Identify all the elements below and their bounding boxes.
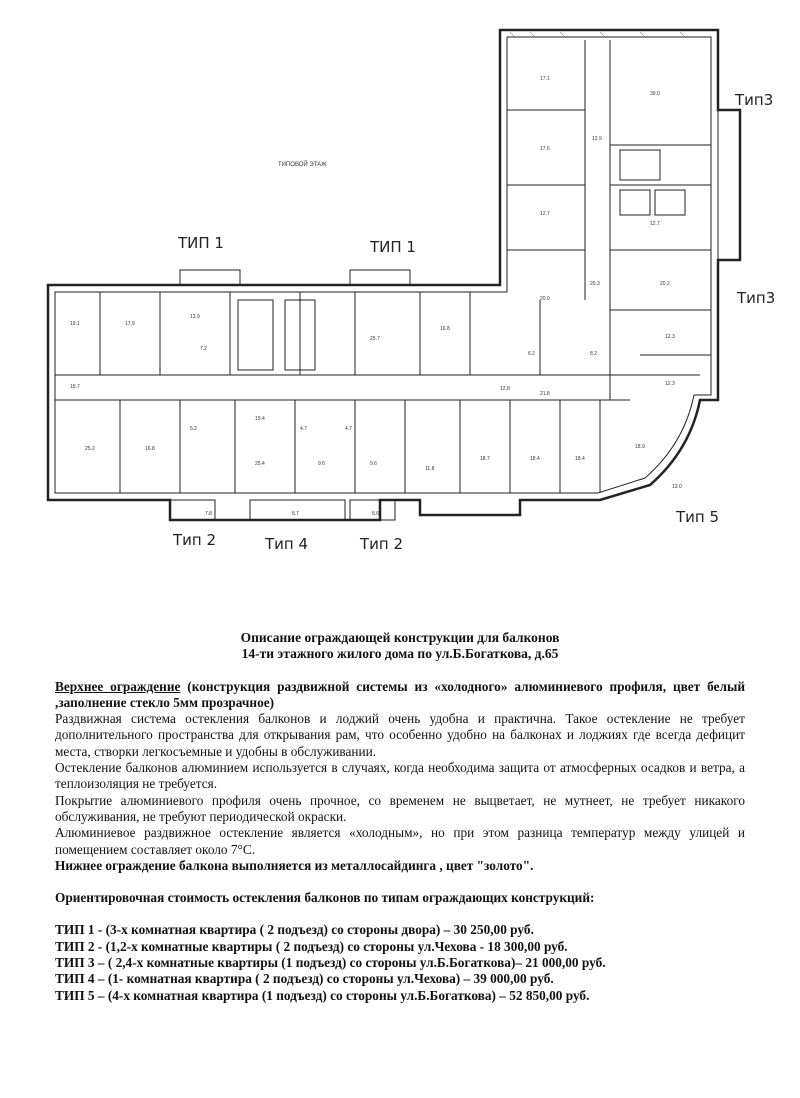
room-area: 39.0 (650, 91, 660, 97)
room-area: 20.3 (590, 281, 600, 287)
type-mark-tip1-left: ТИП 1 (178, 234, 224, 252)
room-area: 7.8 (205, 511, 212, 517)
elevator-shaft (620, 190, 650, 215)
room-area: 5.2 (190, 426, 197, 432)
upper-fence-label: Верхнее ограждение (55, 678, 181, 694)
room-area: 18.9 (635, 444, 645, 450)
room-area: 9.6 (318, 461, 325, 467)
balcony (718, 110, 740, 260)
room-area: 20.9 (540, 296, 550, 302)
paragraph: Остекление балконов алюминием используется в случаях, когда необходима защита от атмосферных осадков и ветра, а теплоизоляция не требуется. (55, 760, 745, 792)
upper-fence-spec-text: (конструкция раздвижной системы из «холодного» алюминиевого профиля, цвет белый ,заполнение стекло 5мм прозрачное) (55, 678, 745, 710)
room-area: 7.2 (200, 346, 207, 352)
heading-line-1: Описание ограждающей конструкции для балконов (240, 630, 560, 645)
room-area: 18.7 (480, 456, 490, 462)
room-area: 16.8 (145, 446, 155, 452)
balcony (250, 500, 345, 520)
room-area: 17.6 (540, 146, 550, 152)
room-area: 17.9 (125, 321, 135, 327)
room-area: 25.4 (255, 461, 265, 467)
lower-fence-note: Нижнее ограждение балкона выполняется из металлосайдинга , цвет "золото". (55, 857, 534, 873)
room-area: 19.1 (70, 321, 80, 327)
room-area: 18.4 (530, 456, 540, 462)
stair-core (238, 300, 273, 370)
room-area: 12.8 (500, 386, 510, 392)
cost-heading: Ориентировочная стоимость остекления балконов по типам ограждающих конструкций: (55, 890, 595, 906)
type-mark-tip3-mid: Тип3 (737, 289, 776, 307)
stair-core (620, 150, 660, 180)
paragraph: Раздвижная система остекления балконов и лоджий очень удобна и практична. Такое остекление не требует дополнительного пространства для открывания рам, что особенно удобно на балконах и лоджиях где всегда дефицит места, створки легкосъемные и удобны в обслуживании. (55, 711, 745, 759)
room-area: 4.7 (300, 426, 307, 432)
room-area: 15.7 (70, 384, 80, 390)
room-area: 19.4 (255, 416, 265, 422)
room-area: 12.3 (665, 381, 675, 387)
upper-fence-spec (55, 679, 745, 712)
room-area: 8.6 (372, 511, 379, 517)
room-area: 6.2 (528, 351, 535, 357)
type-2-price: ТИП 2 - (1,2-х комнатные квартиры ( 2 подъезд) со стороны ул.Чехова - 18 300,00 руб. (55, 938, 568, 954)
balcony (350, 270, 410, 285)
room-area: 25.7 (370, 336, 380, 342)
room-area: 12.7 (540, 211, 550, 217)
balcony (180, 270, 240, 285)
type-1-price: ТИП 1 - (3-х комнатная квартира ( 2 подъезд) со стороны двора) – 30 250,00 руб. (55, 922, 534, 938)
room-area: 12.9 (592, 136, 602, 142)
room-area: 4.7 (345, 426, 352, 432)
type-5-price: ТИП 5 – (4-х комнатная квартира (1 подъезд) со стороны ул.Б.Богаткова) – 52 850,00 руб. (55, 987, 590, 1003)
room-area: 20.2 (660, 281, 670, 287)
room-area: 9.6 (370, 461, 377, 467)
elevator-shaft (655, 190, 685, 215)
type-mark-tip5: Тип 5 (676, 508, 720, 526)
type-3-price: ТИП 3 – ( 2,4-х комнатные квартиры (1 подъезд) со стороны ул.Б.Богаткова)– 21 000,00 руб. (55, 955, 606, 971)
type-mark-tip2-left: Тип 2 (173, 531, 217, 549)
room-area: 21.8 (540, 391, 550, 397)
room-area: 18.4 (575, 456, 585, 462)
balcony (350, 500, 395, 520)
inner-wall (55, 37, 711, 493)
room-area: 12.7 (650, 221, 660, 227)
room-area: 8.7 (292, 511, 299, 517)
description-block (55, 630, 745, 1004)
type-mark-tip4: Тип 4 (265, 535, 309, 553)
room-area: 12.3 (665, 334, 675, 340)
type-mark-tip3-top: Тип3 (735, 91, 774, 109)
floor-caption: ТИПОВОЙ ЭТАЖ (278, 162, 327, 168)
room-area: 11.8 (425, 466, 435, 472)
paragraph: Алюминиевое раздвижное остекление является «холодным», но при этом разница температур между улицей и помещением составляет около 7°С. (55, 825, 745, 857)
room-area: 17.1 (540, 76, 550, 82)
balcony (170, 500, 215, 520)
type-mark-tip1-right: ТИП 1 (370, 238, 416, 256)
room-area: 16.8 (440, 326, 450, 332)
room-area: 8.2 (590, 351, 597, 357)
room-area: 25.2 (85, 446, 95, 452)
heading-line-2: 14-ти этажного жилого дома по ул.Б.Богаткова, д.65 (241, 646, 559, 662)
room-area: 13.0 (672, 484, 682, 490)
paragraph: Покрытие алюминиевого профиля очень прочное, со временем не выцветает, не мутнеет, не требует никакого обслуживания, не требуют периодической окраски. (55, 792, 745, 824)
room-area: 13.9 (190, 314, 200, 320)
type-4-price: ТИП 4 – (1- комнатная квартира ( 2 подъезд) со стороны ул.Чехова) – 39 000,00 руб. (55, 971, 554, 987)
type-mark-tip2-right: Тип 2 (360, 535, 404, 553)
